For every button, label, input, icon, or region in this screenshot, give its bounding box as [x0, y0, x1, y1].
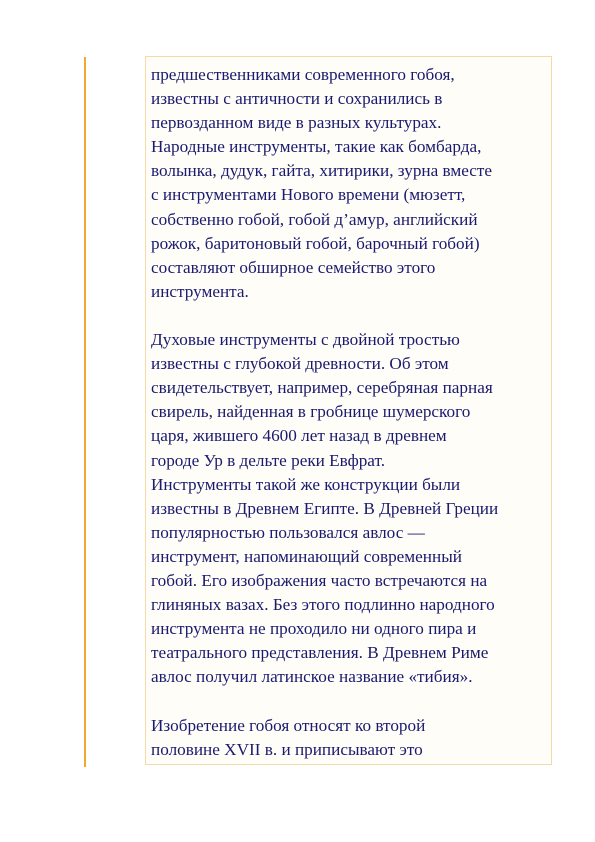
paragraph-invention: Изобретение гобоя относят ко второй половине XVII в. и приписывают это: [151, 715, 426, 759]
paragraph-spacer: [151, 689, 551, 713]
paragraph-oboe-family: предшественниками современного гобоя, известны с античности и сохранились в первозданном виде в разных культурах. Народные инструменты, такие как бомбарда, волынка, дудук, гайта, хитирики, зурна вместе с инструментами Нового времени (мюзетт, собственно гобой, гобой д’амур, английский рожок, баритоновый гобой, барочный гобой) составляют обширное семейство этого инструмента.: [151, 65, 493, 301]
margin-accent-rule: [84, 57, 86, 767]
text-frame: [145, 56, 552, 765]
paragraph-spacer: [151, 304, 551, 328]
paragraph-ancient-history: Духовые инструменты с двойной тростью известны с глубокой древности. Об этом свидетельствует, например, серебряная парная свирель, найденная в гробнице шумерского царя, жившего 4600 лет назад в древнем городе Ур в дельте реки Евфрат. Инструменты такой же конструкции были известны в Древнем Египте. В Древней Греции популярностью пользовался авлос — инструмент, напоминающий современный гобой. Его изображения часто встречаются на глиняных вазах. Без этого подлинно народного инструмента не проходило ни одного пира и театрального представления. В Древнем Риме авлос получил латинское название «тибия».: [151, 330, 499, 687]
